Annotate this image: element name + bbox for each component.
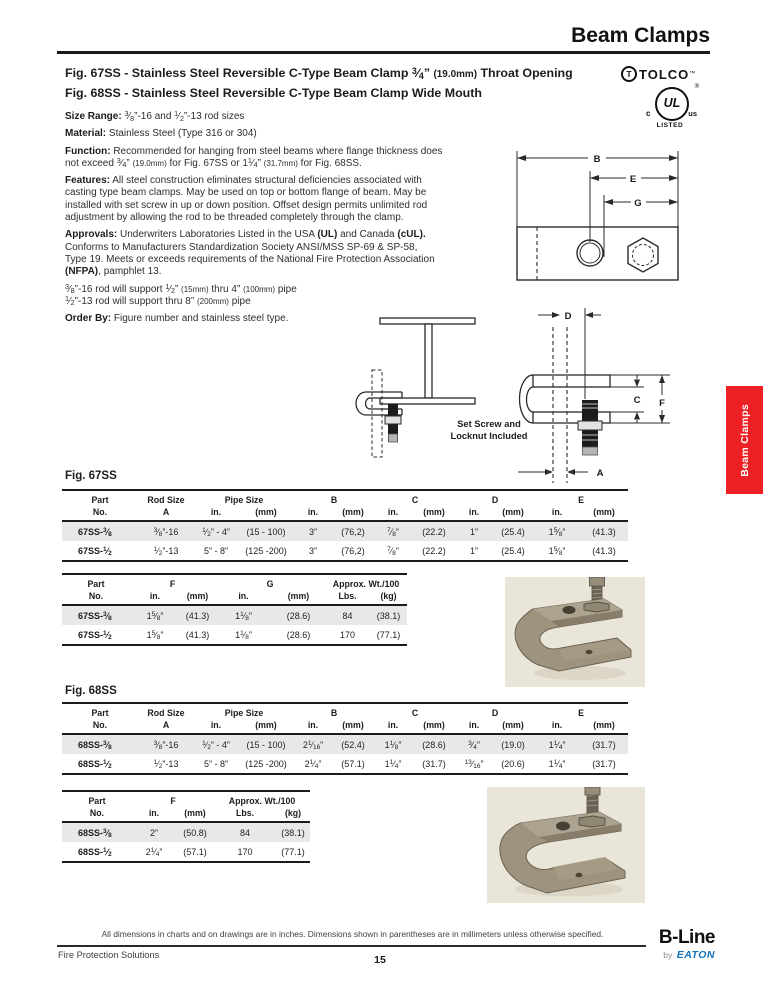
column-subheader: No. (62, 719, 138, 734)
column-subheader: (kg) (276, 807, 310, 822)
column-subheader: (mm) (492, 719, 534, 734)
column-subheader: No. (62, 590, 130, 605)
column-subheader: (mm) (238, 506, 294, 521)
fig-68ss-dimensions-table (62, 702, 628, 775)
table-row (62, 521, 628, 541)
column-subheader: A (138, 719, 194, 734)
table-cell: $1^5⁄_8$” (548, 526, 566, 538)
table-cell: (38.1) (376, 610, 401, 621)
locknut (385, 416, 401, 424)
column-subheader: (mm) (272, 590, 325, 605)
column-subheader: in. (294, 506, 332, 521)
column-subheader: (mm) (580, 506, 628, 521)
table-cell: $^7⁄_8$” (387, 545, 399, 557)
column-subheader: in. (215, 590, 272, 605)
column-subheader: (mm) (412, 719, 456, 734)
footer-section-title: Fire Protection Solutions (58, 950, 160, 960)
table-cell: (25.4) (501, 545, 525, 556)
part-number-cell: $67SS-^1⁄_2$ (78, 629, 112, 641)
table-cell: (41.3) (592, 545, 616, 556)
table-cell: $1^5⁄_8$” (548, 545, 566, 557)
column-subheader: in. (194, 506, 238, 521)
part-number-cell: $67SS-^3⁄_8$ (78, 526, 112, 538)
column-group-header: C (411, 495, 419, 505)
table-cell: $^{13}⁄_{16}$” (464, 758, 484, 770)
title-rule (57, 51, 710, 54)
tolco-wordmark: TOLCO (639, 66, 690, 82)
column-group-header: Part (88, 796, 106, 806)
registered-symbol: ® (694, 84, 699, 90)
column-subheader: (mm) (412, 506, 456, 521)
table-cell: (20.6) (501, 758, 525, 769)
column-subheader: Lbs. (214, 807, 276, 822)
column-subheader: Lbs. (325, 590, 370, 605)
column-subheader: (mm) (580, 719, 628, 734)
body-text-line: Size Range: $^3⁄_8”-16$ and $^1⁄_2”-13$ rod sizes (65, 109, 245, 123)
table-cell: $1^1⁄_8$” (235, 629, 252, 641)
spec-table (62, 573, 407, 646)
fig-68ss-weights-table (62, 790, 310, 863)
table-cell: (52.4) (341, 739, 365, 750)
table-row (62, 625, 407, 645)
column-group-header: Approx. Wt./100 (228, 796, 296, 806)
table-cell: $2^1⁄_4$” (304, 758, 322, 770)
table-cell: $1^1⁄_4$” (548, 739, 566, 751)
dim-label-a: A (596, 468, 604, 479)
table-cell: (28.6) (422, 739, 446, 750)
table-cell: (25.4) (501, 526, 525, 537)
table-cell: (125 -200) (245, 758, 287, 769)
ibeam-installation-drawing (343, 303, 488, 471)
table-cell: $^1⁄_2”-13$ (153, 758, 179, 770)
page-number: 15 (374, 954, 386, 966)
column-subheader: in. (456, 719, 492, 734)
column-subheader: in. (456, 506, 492, 521)
fig-68ss-heading: Fig. 68SS - Stainless Steel Reversible C-Type Beam Clamp Wide Mouth (65, 86, 482, 100)
column-group-header: Pipe Size (224, 495, 264, 505)
part-number-cell: $67SS-^1⁄_2$ (78, 545, 112, 557)
tolco-logo (621, 66, 695, 82)
body-text-line: Type 19. Meets or exceeds requirements of the National Fire Protection Association (65, 253, 435, 265)
dim-label-c: C (633, 395, 641, 406)
column-subheader: in. (534, 719, 580, 734)
dimension-arrowheads (545, 312, 665, 475)
column-group-header: E (578, 495, 584, 505)
table-cell: 5” - 8” (203, 545, 228, 556)
body-paragraph (65, 146, 523, 171)
column-subheader: A (138, 506, 194, 521)
column-group-header: G (266, 579, 274, 589)
table-cell: (31.7) (592, 739, 616, 750)
column-subheader: (mm) (492, 506, 534, 521)
table-cell: (38.1) (281, 827, 305, 838)
hanger-rod-dashed (372, 370, 382, 457)
fig-67ss-heading: Fig. 67SS - Stainless Steel Reversible C-Type Beam Clamp $^3⁄_4$” (19.0mm) Throat Opening (65, 66, 573, 81)
column-subheader: (mm) (332, 506, 374, 521)
table-cell: $1^1⁄_8$” (384, 739, 402, 751)
column-subheader: in. (534, 506, 580, 521)
table-cell: $^3⁄_8”-16$ (153, 526, 179, 538)
table-row (62, 842, 310, 862)
column-subheader: (mm) (176, 807, 214, 822)
part-number-cell: $68SS-^3⁄_8$ (78, 739, 112, 751)
body-text-line: (NFPA), pamphlet 13. (65, 266, 162, 278)
column-group-header: Rod Size (147, 708, 185, 718)
dim-label-g: G (634, 198, 642, 209)
table-cell: (41.3) (185, 629, 210, 640)
dim-label-e: E (629, 174, 637, 185)
column-group-header: F (169, 579, 176, 589)
body-paragraph (65, 128, 523, 140)
ul-circle-icon: UL (655, 87, 689, 121)
table-cell: (50.8) (183, 827, 207, 838)
fig-67ss-dimensions-table (62, 489, 628, 562)
table-cell: (28.6) (286, 629, 311, 640)
set-screw-note (436, 419, 542, 442)
section-tab-beam-clamps (726, 386, 763, 494)
table-row (62, 541, 628, 561)
body-paragraph (65, 229, 523, 278)
body-text-line: Function: Recommended for hanging from steel beams where flange thickness does (65, 145, 443, 157)
table-cell: (31.7) (422, 758, 446, 769)
spec-table (62, 790, 310, 863)
plan-view-drawing (500, 143, 695, 295)
body-text-line: not exceed $^3⁄_4$” (19.0mm) for Fig. 67SS or $1^1⁄_4$” (31.7mm) for Fig. 68SS. (65, 155, 362, 170)
body-text-line: Material: Stainless Steel (Type 316 or 304) (65, 128, 257, 140)
body-paragraph (65, 111, 523, 123)
part-number-cell: $67SS-^3⁄_8$ (78, 610, 112, 622)
column-subheader: in. (194, 719, 238, 734)
column-group-header: B (330, 708, 338, 718)
column-subheader: (kg) (370, 590, 407, 605)
column-group-header: D (491, 495, 499, 505)
table-cell: $1^5⁄_8$” (146, 610, 164, 622)
table-cell: $^1⁄_2$” - 4” (202, 739, 230, 751)
body-copy (65, 111, 523, 330)
table-cell: (31.7) (592, 758, 616, 769)
ul-us-mark: us (688, 109, 697, 118)
side-view-drawing (510, 300, 695, 500)
table-cell: 84 (239, 827, 250, 838)
table-cell: (15 - 100) (246, 739, 286, 750)
body-text-line: Order By: Figure number and stainless steel type. (65, 313, 289, 325)
table-row (62, 734, 628, 754)
table-cell: (57.1) (341, 758, 365, 769)
eaton-logo: EATON (676, 949, 715, 961)
fig-67ss-label: Fig. 67SS (65, 470, 117, 482)
column-group-header: Rod Size (147, 495, 185, 505)
column-subheader: in. (130, 590, 180, 605)
body-text-line: Conforms to Manufacturers Standardization Society ANSI/MSS SP-69 & SP-58, (65, 241, 418, 253)
table-cell: $^3⁄_4$” (468, 739, 480, 751)
ul-listed-label: LISTED (656, 122, 684, 129)
table-cell: 3” (308, 545, 317, 556)
note-line: Set Screw and (457, 419, 521, 429)
page-title: Beam Clamps (571, 24, 710, 47)
table-cell: $^7⁄_8$” (387, 526, 399, 538)
part-number-cell: $68SS-^1⁄_2$ (78, 758, 112, 770)
table-cell: (41.3) (185, 610, 210, 621)
body-paragraph (65, 175, 523, 224)
table-cell: (76,2) (341, 545, 365, 556)
column-subheader: (mm) (332, 719, 374, 734)
dim-label-d: D (564, 311, 572, 322)
table-cell: (77.1) (281, 846, 305, 857)
fig-68ss-label: Fig. 68SS (65, 685, 117, 697)
table-cell: $1^1⁄_8$” (235, 610, 252, 622)
table-cell: (57.1) (183, 846, 207, 857)
table-cell: (22.2) (422, 526, 446, 537)
column-subheader: in. (374, 506, 412, 521)
table-cell: $1^1⁄_4$” (548, 758, 566, 770)
dimensions-note: All dimensions in charts and on drawings are in inches. Dimensions shown in parentheses are in millimeters unless otherwise specified. (101, 929, 604, 939)
body-text-line: Approvals: Underwriters Laboratories Listed in the USA (UL) and Canada (cUL). (65, 229, 426, 241)
table-cell: (125 -200) (245, 545, 287, 556)
body-text-line: $^3⁄_8”-16$ rod will support $^1⁄_2$” (15mm) thru 4” (100mm) pipe (65, 281, 297, 296)
column-subheader: No. (62, 807, 132, 822)
part-number-cell: $68SS-^1⁄_2$ (78, 846, 112, 858)
fig-67ss-weights-table (62, 573, 407, 646)
product-photo-68ss (487, 787, 645, 903)
locknut (578, 421, 602, 430)
table-cell: (28.6) (286, 610, 311, 621)
table-cell: $^1⁄_2”-13$ (153, 545, 179, 557)
ul-canada-mark: c (646, 109, 651, 118)
figure-headings (65, 64, 655, 102)
product-photo-67ss (505, 577, 645, 687)
section-tab-label: Beam Clamps (738, 403, 751, 477)
part-number-cell: $68SS-^3⁄_8$ (78, 827, 112, 839)
table-cell: (19.0) (501, 739, 525, 750)
bline-logo (659, 928, 715, 961)
tolco-circle-t-icon: T (621, 66, 637, 82)
table-cell: $2^1⁄_{16}$” (302, 739, 324, 751)
table-row (62, 605, 407, 625)
ul-listed-logo (646, 84, 699, 129)
body-text-line: casting type beam clamps. May be used on top or bottom flange of beam. May be (65, 187, 427, 199)
column-group-header: E (578, 708, 584, 718)
column-group-header: Part (87, 579, 105, 589)
column-group-header: D (491, 708, 499, 718)
table-cell: $^1⁄_2$” - 4” (202, 526, 230, 538)
table-cell: 170 (339, 629, 356, 640)
table-cell: $1^5⁄_8$” (146, 629, 164, 641)
table-cell: 3” (308, 526, 317, 537)
column-group-header: Pipe Size (224, 708, 264, 718)
column-group-header: Approx. Wt./100 (332, 579, 400, 589)
table-cell: 1” (470, 545, 479, 556)
by-label: by (663, 950, 673, 960)
ibeam-outline (380, 318, 475, 404)
trademark-symbol: ™ (689, 71, 696, 77)
table-cell: (22.2) (422, 545, 446, 556)
spec-table (62, 702, 628, 775)
footer-rule (57, 945, 646, 947)
table-cell: (15 - 100) (246, 526, 286, 537)
table-cell: (76,2) (341, 526, 365, 537)
table-row (62, 754, 628, 774)
table-cell: 5” - 8” (203, 758, 228, 769)
column-subheader: No. (62, 506, 138, 521)
table-cell: 84 (342, 610, 353, 621)
bline-wordmark: B-Line (658, 927, 715, 948)
body-text-line: installed with set screw in up or down position. Offset design permits unlimited rod (65, 199, 428, 211)
clamp-plan-outline (517, 227, 678, 280)
column-group-header: C (411, 708, 419, 718)
table-cell: $2^1⁄_4$” (145, 846, 163, 858)
column-subheader: in. (374, 719, 412, 734)
column-subheader: in. (294, 719, 332, 734)
note-line: Locknut Included (450, 430, 528, 441)
column-group-header: B (330, 495, 338, 505)
table-cell: $^3⁄_8”-16$ (153, 739, 179, 751)
body-text-line: adjustment by allowing the rod to be threaded completely through the clamp. (65, 212, 404, 224)
table-cell: (77.1) (376, 629, 401, 640)
spec-table (62, 489, 628, 562)
table-cell: $1^1⁄_4$” (384, 758, 402, 770)
table-cell: 170 (237, 846, 253, 857)
column-subheader: (mm) (238, 719, 294, 734)
column-group-header: F (170, 796, 176, 806)
column-subheader: (mm) (180, 590, 215, 605)
dim-label-b: B (593, 154, 601, 165)
rod-dashed-lines (553, 327, 567, 483)
table-row (62, 822, 310, 842)
table-cell: 1” (470, 526, 479, 537)
table-cell: 2” (149, 827, 158, 838)
dimension-lines (517, 151, 678, 257)
table-cell: (41.3) (592, 526, 616, 537)
screw-tip (389, 434, 398, 442)
screw-tip (583, 447, 598, 455)
column-subheader: in. (132, 807, 176, 822)
column-group-header: Part (91, 495, 109, 505)
column-group-header: Part (91, 708, 109, 718)
dim-label-f: F (659, 398, 665, 409)
body-text-line: $^1⁄_2”-13$ rod will support thru 8” (200mm) pipe (65, 293, 251, 308)
body-text-line: Features: All steel construction eliminates structural deficiencies associated with (65, 175, 422, 187)
